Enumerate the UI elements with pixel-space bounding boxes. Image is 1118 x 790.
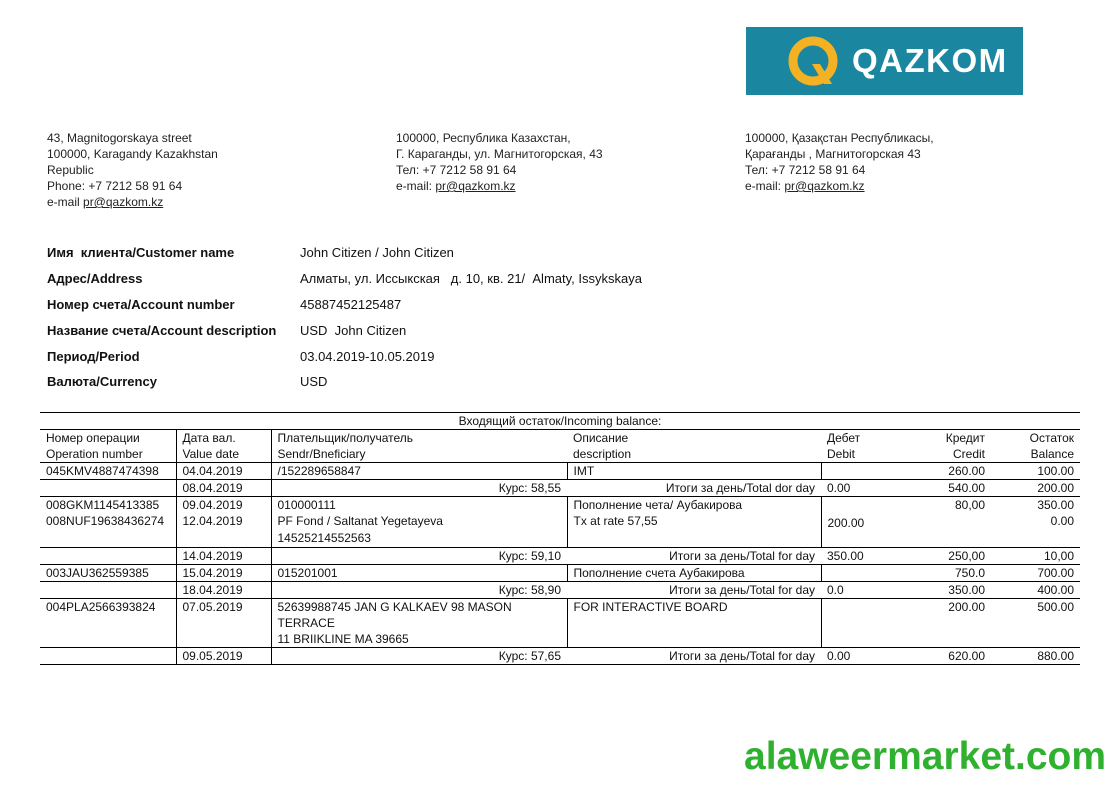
balance-amount: 100.00 [991, 463, 1080, 480]
sender-line: 015201001 [277, 566, 338, 580]
value-date: 04.04.2019 [176, 463, 271, 480]
address-line: 100000, Қазақстан Республикасы, [745, 131, 934, 145]
empty-cell [40, 582, 176, 599]
credit-amount: 750.0 [905, 565, 991, 582]
header-debit: Дебет Debit [821, 430, 905, 463]
header-description: Описание description [567, 430, 821, 463]
operation-number: 045KMV4887474398 [40, 463, 176, 480]
bank-logo [746, 27, 1023, 95]
email-link[interactable]: pr@qazkom.kz [83, 195, 164, 209]
email-label: e-mail: [396, 179, 436, 193]
header-value-date: Дата вал. Value date [176, 430, 271, 463]
exchange-rate: Курс: 58,55 [271, 480, 567, 497]
address-line: Phone: +7 7212 58 91 64 [47, 179, 183, 193]
daily-total-label: Итоги за день/Total dor day [567, 480, 821, 497]
empty-cell [40, 648, 176, 665]
exchange-rate: Курс: 57,65 [271, 648, 567, 665]
empty-cell [40, 548, 176, 565]
sender-line: 010000111 [277, 498, 336, 512]
sender-line: 14525214552563 [277, 531, 371, 545]
value-date: 14.04.2019 [176, 548, 271, 565]
sender-line: 52639988745 JAN G KALKAEV 98 MASON TERRACE [277, 600, 512, 630]
info-label: Название счета/Account description [47, 322, 277, 338]
transaction-row [40, 497, 1080, 514]
info-row-currency [47, 369, 642, 395]
transaction-row [40, 513, 1080, 548]
transactions-table [40, 412, 1080, 665]
address-line: 100000, Республика Казахстан, [396, 131, 571, 145]
debit-amount: 200.00 [821, 513, 905, 548]
incoming-balance-row [40, 413, 1080, 430]
empty-cell [40, 480, 176, 497]
value-date: 12.04.2019 [176, 513, 271, 548]
value-date: 08.04.2019 [176, 480, 271, 497]
daily-total-row [40, 648, 1080, 665]
info-row-period [47, 343, 642, 369]
credit-amount: 620.00 [905, 648, 991, 665]
watermark: alaweermarket.com [744, 735, 1107, 778]
info-value: John Citizen / John Citizen [300, 245, 454, 261]
info-label: Имя клиента/Customer name [47, 245, 235, 261]
header-operation: Номер операции Operation number [40, 430, 176, 463]
logo-text: QAZKOM [852, 42, 1008, 79]
daily-total-row [40, 548, 1080, 565]
operation-number: 008NUF19638436274 [46, 514, 165, 528]
value-date: 09.05.2019 [176, 648, 271, 665]
balance-amount: 700.00 [991, 565, 1080, 582]
info-value: 45887452125487 [300, 296, 402, 312]
address-russian [396, 130, 603, 194]
address-line: 100000, Karagandy Kazakhstan [47, 147, 218, 161]
credit-amount [905, 513, 991, 548]
debit-amount [821, 463, 905, 480]
balance-amount: 400.00 [991, 582, 1080, 599]
daily-total-label: Итоги за день/Total for day [567, 582, 821, 599]
sender-cell [271, 565, 567, 582]
email-label: e-mail: [745, 179, 785, 193]
value-date: 09.04.2019 [176, 497, 271, 514]
debit-amount: 0.00 [821, 648, 905, 665]
info-row-account-number [47, 292, 642, 318]
header-credit: Кредит Credit [905, 430, 991, 463]
sender-line: 11 BRIIKLINE MA 39665 [277, 632, 409, 646]
header-balance: Остаток Balance [991, 430, 1080, 463]
exchange-rate: Курс: 59,10 [271, 548, 567, 565]
daily-total-row [40, 582, 1080, 599]
transaction-row [40, 599, 1080, 648]
info-label: Адрес/Address [47, 271, 143, 287]
address-line: Тел: +7 7212 58 91 64 [745, 163, 866, 177]
address-kazakh [745, 130, 934, 194]
value-date: 18.04.2019 [176, 582, 271, 599]
daily-total-label: Итоги за день/Total for day [567, 548, 821, 565]
credit-amount: 250,00 [905, 548, 991, 565]
operation-number: 008GKM1145413385 [40, 497, 176, 514]
email-link[interactable]: pr@qazkom.kz [435, 179, 516, 193]
sender-line: PF Fond / Saltanat Yegetayeva [277, 514, 443, 528]
debit-amount: 0.00 [821, 480, 905, 497]
info-row-account-description [47, 317, 642, 343]
address-line: Тел: +7 7212 58 91 64 [396, 163, 517, 177]
address-english [47, 130, 218, 210]
credit-amount: 350.00 [905, 582, 991, 599]
address-line: Г. Караганды, ул. Магнитогорская, 43 [396, 147, 603, 161]
balance-amount: 350.00 [991, 497, 1080, 514]
info-label: Валюта/Currency [47, 374, 157, 390]
daily-total-row [40, 480, 1080, 497]
info-label: Номер счета/Account number [47, 296, 235, 312]
sender-cell [271, 599, 567, 648]
incoming-balance-label: Входящий остаток/Incoming balance: [40, 413, 1080, 430]
sender-cell [271, 513, 567, 548]
debit-amount [821, 565, 905, 582]
operation-number: 004PLA2566393824 [40, 599, 176, 648]
debit-amount [821, 497, 905, 514]
daily-total-label: Итоги за день/Total for day [567, 648, 821, 665]
description: Пополнение чета/ Аубакирова [567, 497, 821, 514]
info-value: Алматы, ул. Иссыкская д. 10, кв. 21/ Almaty, Issykskaya [300, 271, 642, 287]
debit-amount: 0.0 [821, 582, 905, 599]
info-value: 03.04.2019-10.05.2019 [300, 348, 435, 364]
balance-amount: 880.00 [991, 648, 1080, 665]
transaction-row [40, 565, 1080, 582]
description: IMT [567, 463, 821, 480]
description: FOR INTERACTIVE BOARD [567, 599, 821, 648]
address-line: 43, Magnitogorskaya street [47, 131, 192, 145]
description: Tx at rate 57,55 [567, 513, 821, 548]
address-line: Қарағанды , Магнитогорская 43 [745, 147, 921, 161]
balance-amount: 10,00 [991, 548, 1080, 565]
credit-amount: 540.00 [905, 480, 991, 497]
info-label: Период/Period [47, 348, 140, 364]
info-row-customer-name [47, 240, 642, 266]
sender-line: /152289658847 [277, 464, 361, 478]
sender-cell [271, 463, 567, 480]
balance-amount: 200.00 [991, 480, 1080, 497]
value-date: 07.05.2019 [176, 599, 271, 648]
description: Пополнение счета Аубакирова [567, 565, 821, 582]
sender-cell [271, 497, 567, 514]
email-label: e-mail [47, 195, 84, 209]
transaction-row [40, 463, 1080, 480]
customer-info [47, 240, 642, 395]
balance-amount: 500.00 [991, 599, 1080, 648]
info-row-address [47, 266, 642, 292]
credit-amount: 200.00 [905, 599, 991, 648]
debit-amount [821, 599, 905, 648]
debit-amount: 350.00 [821, 548, 905, 565]
credit-amount: 260.00 [905, 463, 991, 480]
credit-amount: 80,00 [905, 497, 991, 514]
address-line: Republic [47, 163, 94, 177]
info-value: USD [300, 374, 328, 390]
operation-number: 003JAU362559385 [40, 565, 176, 582]
balance-amount: 0.00 [1050, 514, 1075, 528]
value-date: 15.04.2019 [176, 565, 271, 582]
email-link[interactable]: pr@qazkom.kz [784, 179, 865, 193]
header-sender: Плательщик/получатель Sendr/Bneficiary [271, 430, 567, 463]
info-value: USD John Citizen [300, 322, 407, 338]
table-header-row [40, 430, 1080, 463]
qazkom-q-icon [786, 34, 840, 88]
exchange-rate: Курс: 58,90 [271, 582, 567, 599]
